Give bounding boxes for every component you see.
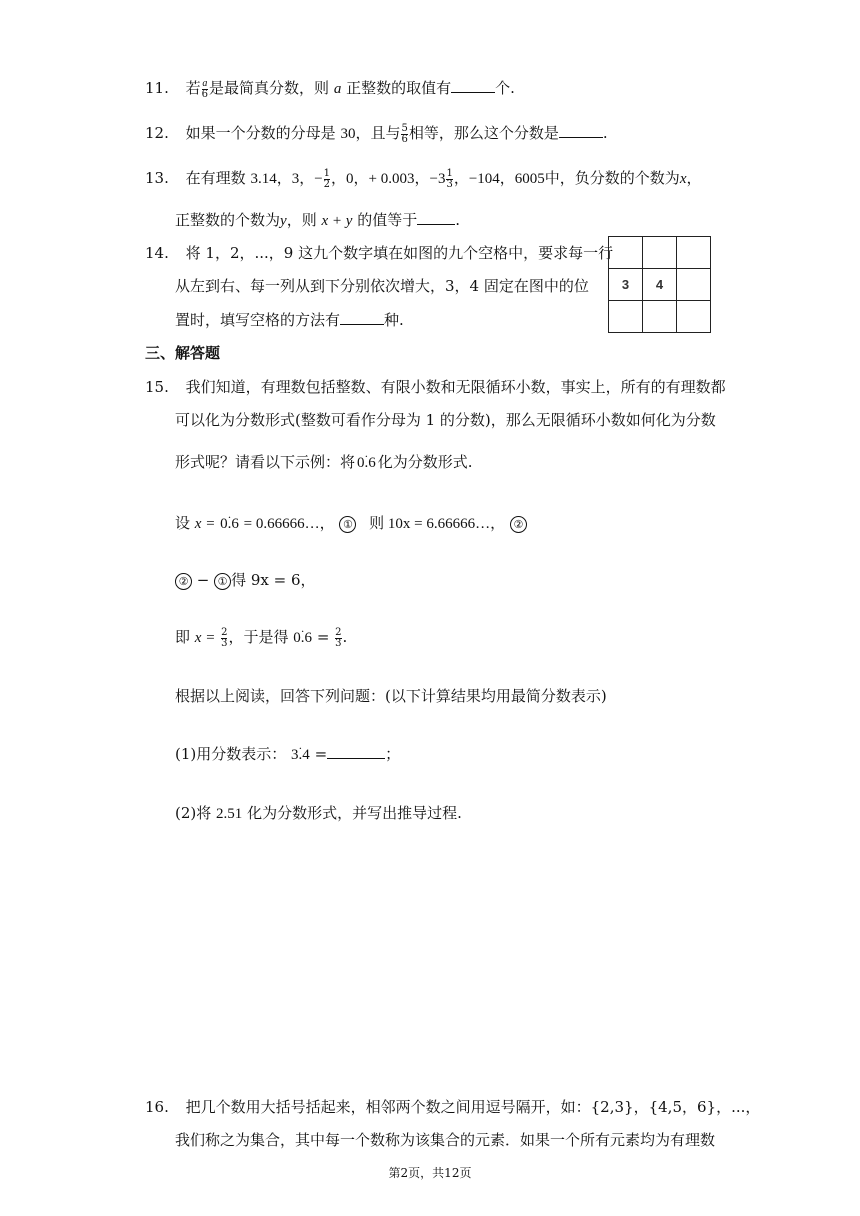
circled-two: ②	[510, 516, 527, 533]
sub-question-1: (1)用分数表示： · 3.4 = ；	[175, 744, 400, 765]
answer-blank	[559, 123, 603, 138]
fraction: $\frac{a}{6}$	[201, 77, 209, 100]
grid-cell	[677, 269, 711, 301]
example-step-3: 即 x = $\frac{2}{3}$ ，于是得 · 0.6 = $\frac{2}{3}$ .	[175, 627, 347, 649]
question-16-line-2: 我们称之为集合，其中每一个数称为该集合的元素．如果一个所有元素均为有理数	[175, 1131, 716, 1149]
question-14-line-3: 置时，填写空格的方法有 种.	[175, 311, 404, 329]
question-number: 12.	[145, 124, 169, 142]
answer-blank	[340, 310, 384, 325]
answer-blank	[451, 78, 495, 93]
question-number: 14.	[145, 244, 169, 262]
reading-prompt: 根据以上阅读，回答下列问题：(以下计算结果均用最简分数表示)	[175, 687, 607, 705]
grid-cell	[643, 301, 677, 333]
question-13-line-1: 13. 在有理数 3.14，3，− $\frac{1}{2}$ ，0，+ 0.003，−3 $\frac{1}{3}$ ，−104，6005中，负分数的个数为x，	[145, 167, 702, 190]
grid-cell	[609, 301, 643, 333]
question-number: 11.	[145, 79, 169, 97]
number-grid	[608, 236, 711, 333]
question-11: 11. 若 $\frac{a}{6}$ 是最简真分数，则 a 正整数的取值有 个.	[145, 77, 515, 100]
grid-cell: 3	[609, 269, 643, 301]
question-15-line-2: 可以化为分数形式(整数可看作分母为 1 的分数)，那么无限循环小数如何化为分数	[175, 411, 716, 429]
sub-question-2: (2)将 2.51 化为分数形式，并写出推导过程.	[175, 804, 462, 822]
fraction: $\frac{1}{3}$	[446, 167, 453, 190]
example-step-1: 设 x = · 0.6 = 0.66666…， ① 则 10x = 6.66666…， ②	[175, 513, 527, 534]
question-14-line-2: 从左到右、每一列从到下分别依次增大，3，4 固定在图中的位	[175, 277, 589, 295]
question-14-line-1: 14. 将 1，2，...，9 这九个数字填在如图的九个空格中，要求每一行	[145, 244, 614, 262]
example-step-2: ② − ① 得 9x = 6，	[175, 570, 316, 590]
section-heading: 三、解答题	[145, 344, 221, 362]
circled-one: ①	[339, 516, 356, 533]
question-number: 13.	[145, 169, 169, 187]
question-16-line-1: 16. 把几个数用大括号括起来，相邻两个数之间用逗号隔开，如：{2,3}，{4,5，6}，...，	[145, 1098, 761, 1116]
grid-cell	[677, 237, 711, 269]
answer-blank	[417, 210, 455, 225]
grid-cell	[677, 301, 711, 333]
question-number: 16.	[145, 1098, 169, 1116]
question-13-line-2: 正整数的个数为y，则 x + y 的值等于 .	[175, 211, 460, 229]
fraction: $\frac{1}{2}$	[323, 167, 331, 190]
question-12: 12. 如果一个分数的分母是 30，且与 $\frac{5}{6}$ 相等，那么这个分数是 .	[145, 122, 608, 145]
grid-cell: 4	[643, 269, 677, 301]
grid-cell	[609, 237, 643, 269]
question-number: 15.	[145, 378, 169, 396]
question-15-line-1: 15. 我们知道，有理数包括整数、有限小数和无限循环小数，事实上，所有的有理数都	[145, 378, 726, 396]
question-15-line-3: 形式呢？请看以下示例：将· 0.6 化为分数形式.	[175, 452, 473, 473]
answer-blank	[327, 744, 385, 759]
fraction: $\frac{5}{6}$	[401, 122, 408, 145]
grid-cell	[643, 237, 677, 269]
page-footer: 第2页，共12页	[388, 1166, 472, 1180]
